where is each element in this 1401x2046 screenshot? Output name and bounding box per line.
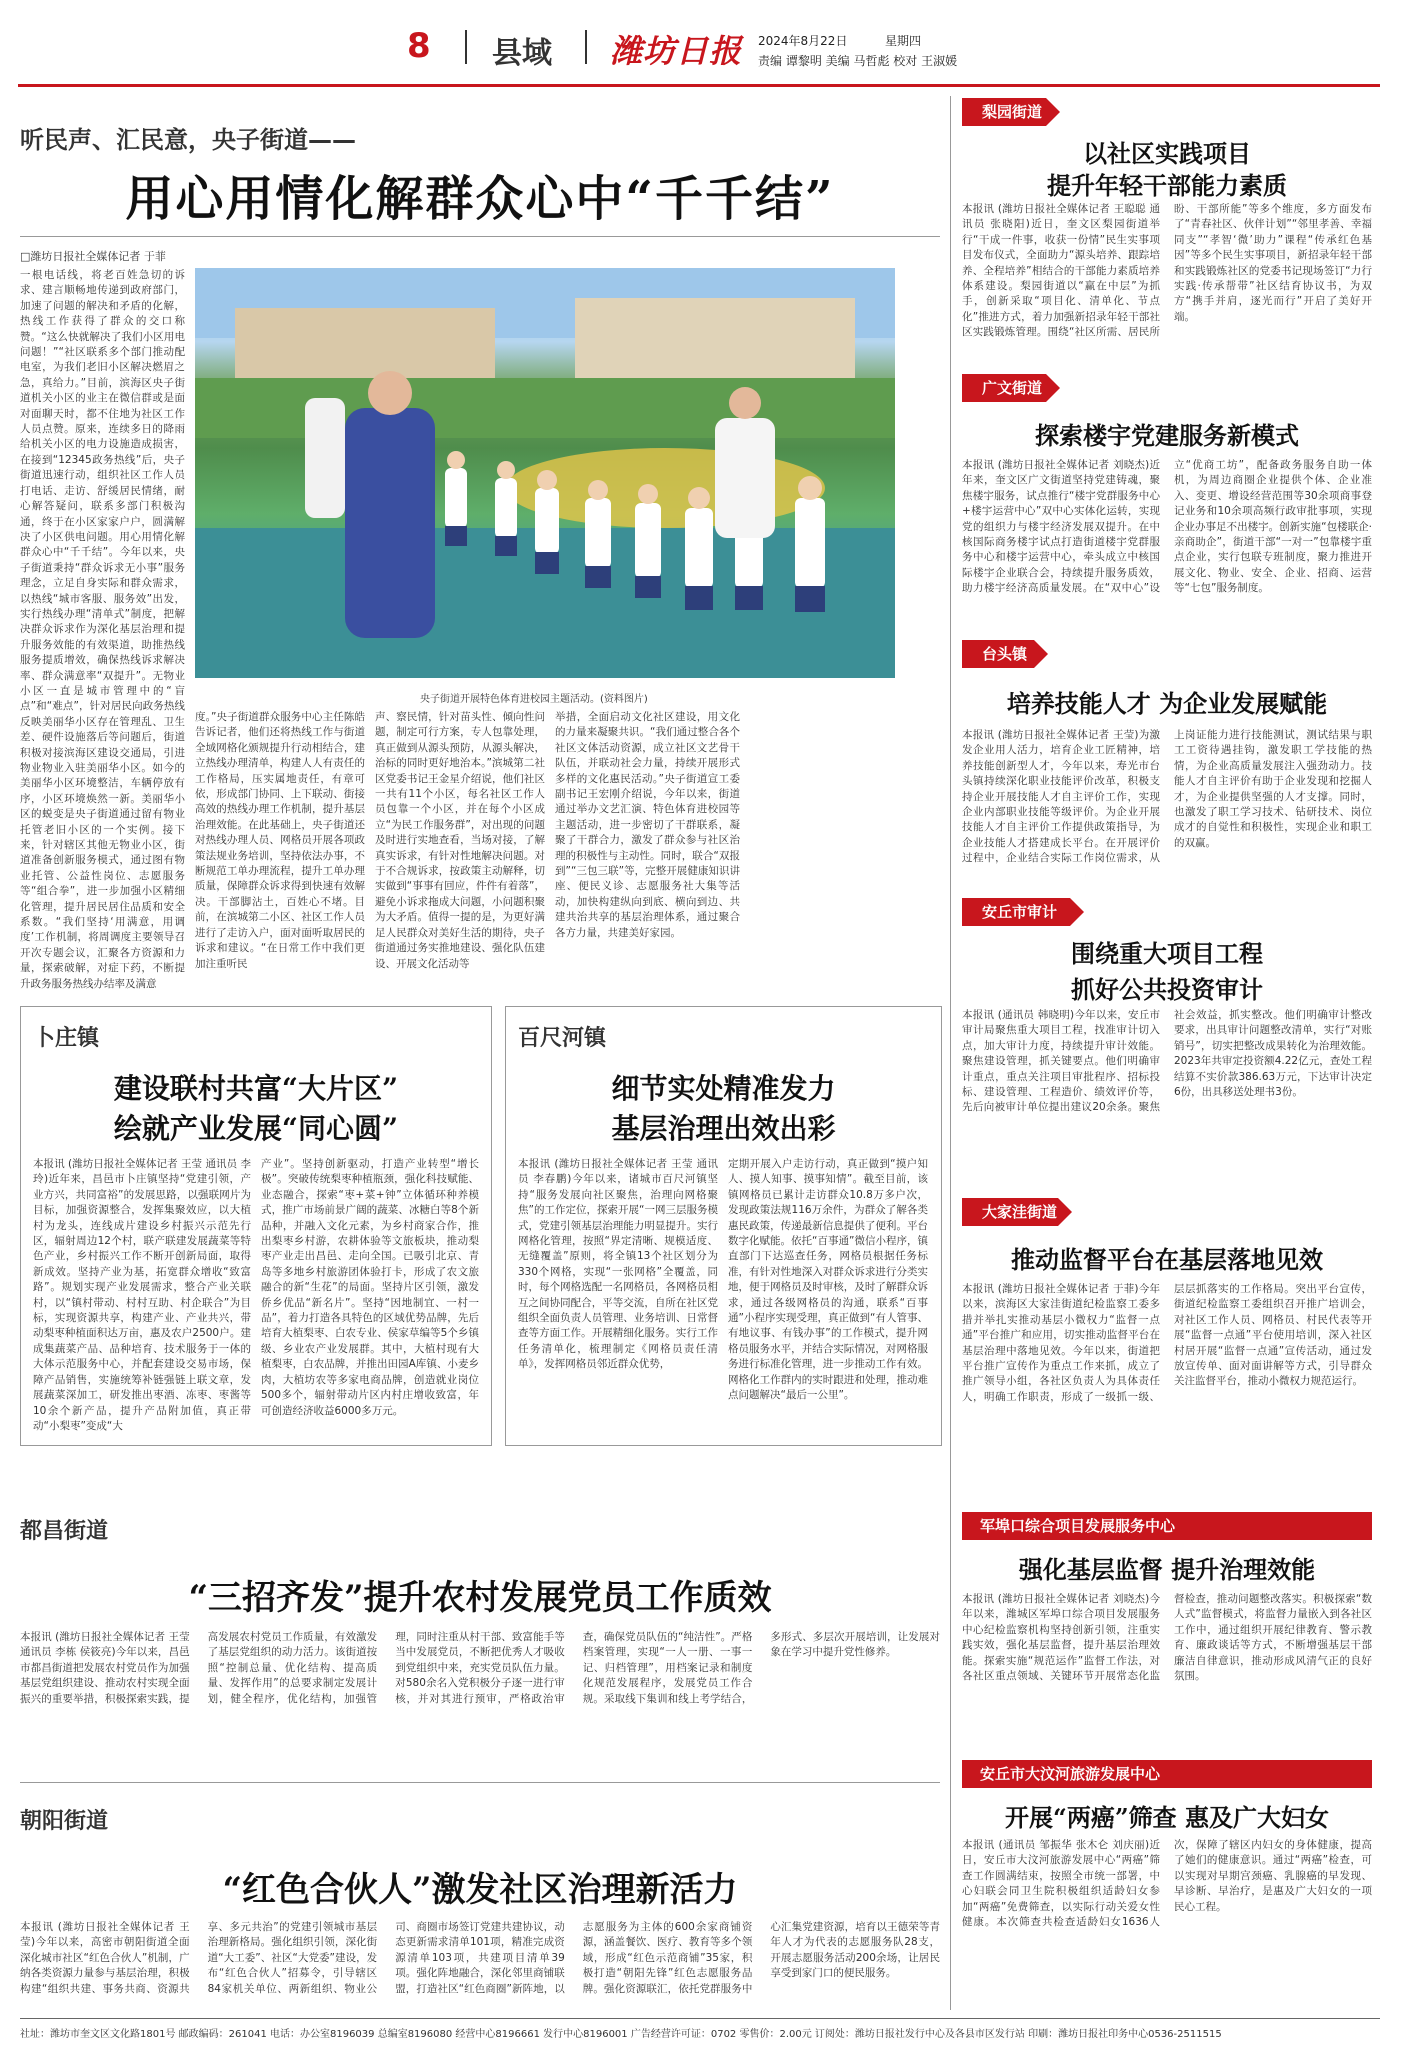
sidebar-text: 本报讯 (潍坊日报社全媒体记者 王莹)为激发企业用人活力，培育企业工匠精神，培养技能创新型人才，今年以来，寿光市台头镇持续深化职业技能评价改革，积极支持企业开展技能人才自主评价工作，实现企业内部职业技能等级评价。为企业开展技能人才自主评价工作提供政策指导，为企业技能人才搭建成长平台。在开展评价过程中，企业结合实际工作岗位需求，从上岗证能力进行技能测试，测试结果与职工工资待遇挂钩，激发职工学技能的热情，为企业高质量发展注入强劲动力。技能人才自主评价有助于企业发现和挖掘人才，为企业提供坚强的人才支撑。同时，也激发了职工学习技术、钻研技术、岗位成才的自觉性和积极性，实现企业和职工的双赢。 bbox=[962, 729, 1372, 865]
sidebar-tag: 梨园街道 bbox=[962, 98, 1046, 126]
issue-weekday: 星期四 bbox=[885, 34, 922, 48]
duchang-text: 本报讯 (潍坊日报社全媒体记者 王莹 通讯员 李栋 侯筱亮)今年以来，昌邑市都昌街道把发展农村党员作为加强基层党组织建设、推动农村实现全面振兴的重要举措，积极探索实践，提高发展农村党员工作质量，有效激发了基层党组织的动力活力。该街道按照“控制总量、优化结构、提高质量、发挥作用”的总要求制定发展计划，健全程序，优化结构，加强管理，同时注重从村干部、致富能手等当中发展党员，不断把优秀人才吸收到党组织中来，充实党员队伍力量。对580余名入党积极分子逐一进行审核，并对其进行预审，严格政治审查，确保党员队伍的“纯洁性”。严格档案管理，实现“一人一册、一事一记、归档管理”，用档案记录和制度化规范发展程序，发展党员工作合规。采取线下集训和线上考学结合，多形式、多层次开展培训，让发展对象在学习中提升党性修养。 bbox=[20, 1631, 940, 1705]
box-label: 卜庄镇 bbox=[33, 1026, 100, 1051]
duchang-headline: “三招齐发”提升农村发展党员工作质效 bbox=[188, 1578, 772, 1618]
sidebar-text: 本报讯 (潍坊日报社全媒体记者 王聪聪 通讯员 张晓阳)近日，奎文区梨园街道举行“干成一件事，收获一份情”民生实事项目发布仪式，全面助力“源头培养、跟踪培养、全程培养”相结合的干部能力素质培养体系建设。梨园街道以“赢在中层”为抓手，创新采取“项目化、清单化、节点化”推进方式，着力加强新招录年轻干部社区实践锻炼管理。围绕“社区所需、居民所盼、干部所能”等多个维度，多方面发布了“青春社区、伙伴计划”“邻里孝善、幸福同支”“孝智‘微’助力”课程“传承红色基因”等多个民生实事项目，新招录年轻干部和实践锻炼社区的党委书记现场签订“力行实践·传承帮带”社区结育协议书，为双方“携手并肩，逐光而行”开启了美好开端。 bbox=[962, 203, 1372, 339]
chaoyang-headline: “红色合伙人”激发社区治理新活力 bbox=[222, 1870, 738, 1910]
lead-col2: 度。”央子街道群众服务中心主任陈皓告诉记者，他们还将热线工作与街道全域网格化颁规提升行动相结合，建立热线办理清单，构建人人有责任的工作格局，压实属地责任，有章可依，形成部门协同、上下联动、街接高效的热线办理工作机制，提升基层治理效能。在此基础上，央子街道还对热线办理人员、网格员开展各项政策法规业务培训，坚持依法办事，不断规范工单办理流程，提升工单办理质量，保障群众诉求得到快速有效解决。干部脚沾土，百姓心不堵。目前，在滨城第二小区、社区工作人员进行了走访入户，面对面听取居民的诉求和建议。“在日常工作中我们更加注重听民 bbox=[195, 711, 365, 970]
sidebar-headline-1: 围绕重大项目工程 bbox=[1071, 939, 1263, 968]
box-col2: 定期开展入户走访行动，真正做到“摸户知人、摸人知事、摸事知情”。截至目前，该镇网格员已累计走访群众10.8万多户次，发现政策法规116万余件，为群众了解各类惠民政策，传递最新信息提供了便利。平台数字化赋能。依托“百事通”微信小程序，镇直部门下达巡查任务，网格员根据任务标准，有针对性地深入对群众诉求进行分类实地，便于网格员及时审核，及时了解群众诉求，通过各级网格员的沟通，联系“百事通”小程序实现受理，真正做到“有人管事、有地议事、有钱办事”的工作模式，提升网格员服务水平，并结合实际情况，对网格服务进行标准化管理，进一步推动工作有效。网格化工作群内的实时跟进和处理，推动难点问题解决“最后一公里”。 bbox=[728, 1158, 928, 1402]
box-headline-1: 建设联村共富“大片区” bbox=[113, 1072, 399, 1105]
lead-byline: □潍坊日报社全媒体记者 于菲 bbox=[20, 250, 166, 263]
sidebar-text: 本报讯 (通讯员 韩晓明)今年以来，安丘市审计局聚焦重大项目工程，找准审计切入点，加大审计力度，持续提升审计效能。聚焦建设管理，抓关键要点。他们明确审计重点，重点关注项目审批程序、招标投标、建设管理、工程造价、绩效评价等，先后向被审计单位提出建议20余条。聚焦社会效益，抓实整改。他们明确审计整改要求，出具审计问题整改清单，实行“对账销号”，切实把整改成果转化为治理效能。2023年共审定投资额4.22亿元，查处工程结算不实价款386.63万元，下达审计决定6份，出具移送处理书3份。 bbox=[962, 1009, 1372, 1114]
sidebar-headline-1: 以社区实践项目 bbox=[1083, 139, 1251, 168]
box-buzhuang bbox=[20, 1006, 492, 1446]
sidebar-text: 本报讯 (潍坊日报社全媒体记者 刘晓杰)今年以来，潍城区军埠口综合项目发展服务中心纪检监察机构坚持创新引领，注重实践实效，强化基层监督，提升基层治理效能。探索实施“规范运作”监督工作法，对各社区重点领域、关键环节开展常态化监督检查，推动问题整改落实。积极探索“数人式”监督模式，将监督力量嵌入到各社区工作中，通过组织开展纪律教育、警示教育、廉政谈话等方式，不断增强基层干部廉洁自律意识，推动形成风清气正的良好氛围。 bbox=[962, 1593, 1372, 1683]
box-headline-1: 细节实处精准发力 bbox=[611, 1072, 836, 1105]
lead-photo-caption: 央子街道开展特色体育进校园主题活动。(资料图片) bbox=[420, 694, 648, 705]
paper-logo: 潍坊日报 bbox=[610, 32, 743, 70]
lead-photo bbox=[195, 268, 895, 678]
lead-headline: 用心用情化解群众心中“千千结” bbox=[125, 171, 835, 227]
masthead bbox=[0, 0, 1401, 82]
sidebar-headline-1: 培养技能人才 为企业发展赋能 bbox=[1006, 689, 1328, 718]
sidebar-headline-1: 强化基层监督 提升治理效能 bbox=[1018, 1555, 1316, 1584]
duchang-chaoyang-rule bbox=[20, 1782, 940, 1783]
lead-kicker: 听民声、汇民意，央子街道—— bbox=[20, 126, 356, 154]
sidebar-tag: 军埠口综合项目发展服务中心 bbox=[962, 1512, 1372, 1540]
box-col2: 产业”。坚持创新驱动，打造产业转型“增长极”。突破传统梨枣种植瓶颈，强化科技赋能、业态融合，探索“枣+菜+钟”立体循环种养模式，推广市场前景广阔的蔬菜、冰糖白等8个新品种，并融入文化元素，为乡村商家合作，推出梨枣乡村游，农耕体验等文旅板块，推动梨枣产业走出昌邑、走向全国。已吸引北京、青岛等多地乡村旅游团体验打卡，形成了农文旅融合的新“生花”的局面。坚持片区引领，激发侨乡优品“新名片”。坚持“因地制宜、一村一品”，着力打造各具特色的区域优势品牌，先后培育大植梨枣、白农专业、侯家草编等5个乡镇级、乡业农产业发展群。其中，大植村现有大植梨枣，白农品牌，并推出田园A库镇、小麦乡肉，大植坊农等多家电商品牌，创造就业岗位500多个，辐射带动片区内村庄增收致富，年可创造经济收益6000多万元。 bbox=[261, 1158, 479, 1417]
sidebar-tag: 大家洼街道 bbox=[962, 1198, 1058, 1226]
sidebar-tag: 安丘市审计局 bbox=[962, 898, 1070, 926]
masthead-divider-1 bbox=[465, 30, 467, 64]
issue-date: 2024年8月22日 bbox=[758, 34, 848, 48]
box-label: 百尺河镇 bbox=[518, 1026, 607, 1051]
page-number: 8 bbox=[407, 26, 431, 66]
lead-photo-illustration bbox=[195, 268, 895, 678]
lead-col1: 一根电话线，将老百姓急切的诉求、建言顺畅地传递到政府部门，加速了问题的解决和矛盾的化解，热线工作获得了群众的交口称赞。“这么快就解决了我们小区用电问题！”“社区联系多个部门推动配电室，为我们老旧小区解决燃眉之急，真给力。”目前，滨海区央子街道机关小区的业主在微信群或是面对面聊天时，都不住地为社区工作人员点赞。原来，连续多日的降雨给机关小区的电力设施造成损害，在接到“12345政务热线”后，央子街道迅速行动，组织社区工作人员打电话、走访、舒缓居民情绪，耐心解答疑问，联系多部门积极沟通，终于在小区家家户户，圆满解决了小区供电问题。用心用情化解群众心中“千千结”。今年以来，央子街道秉持“群众诉求无小事”服务理念，立足自身实际和群众需求，以热线“城市客服、服务效”出发，实行热线办理“清单式”制度，把解决群众诉求作为深化基层治理和提升服务效能的有效渠道，助推热线服务提质增效，确保热线诉求解决率、群众满意率“双提升”。无物业小区一直是城市管理中的“盲点”和“难点”，针对居民向政务热线反映美丽华小区存在管理乱、卫生差、硬件设施落后等问题后，街道积极对接滨海区建设交通局，引进物业物业入驻美丽华小区。如今的美丽华小区环境整洁，车辆停放有序，小区环境焕然一新。美丽华小区的蜕变是央子街道通过留有物业托管老旧小区的一个实例。接下来，针对辖区其他无物业小区，街道准备创新服务模式，通过图有物业托管、公益性岗位、志愿服务等“组合拳”，进一步加强小区精细化管理，提升居民居住品质和安全系数。“我们坚持‘用满意，用调度’工作机制，将周调度主要领导召开次专题会议，汇聚各方资源和力量，探索破解，对症下药，不断提升政务服务热线办结率及满意 bbox=[20, 269, 185, 990]
box-col1: 本报讯 (潍坊日报社全媒体记者 王莹 通讯员 李春鹏)今年以来，诸城市百尺河镇坚持“服务发展向社区聚焦，治理向网格聚焦”的工作定位，探索开展“一网三层服务模式，党建引领基层治理能力明显提升。实行网格化管理，按照“界定清晰、规模适度、无缝覆盖”原则，将全镇13个社区划分为330个网格，实现“一张网格”全覆盖，同时，每个网格选配一名网格员，各网格员相互之间协同配合，平等交流，自所在社区党组织全面负责人员管理、业务培训、日常督查等方面工作。开展精细化服务。实行工作任务清单化，梳理制定《网格员责任清单》，发挥网格员邻近群众优势， bbox=[518, 1158, 718, 1371]
sidebar-tag: 台头镇 bbox=[962, 640, 1034, 668]
sidebar-headline-2: 提升年轻干部能力素质 bbox=[1047, 171, 1287, 200]
editors-line: 责编 谭黎明 美编 马哲彪 校对 王淑媛 bbox=[758, 54, 958, 68]
box-headline-2: 绘就产业发展“同心圆” bbox=[113, 1112, 399, 1145]
sidebar-separator bbox=[950, 96, 951, 2010]
section-name: 县域 bbox=[492, 36, 552, 71]
box-col1: 本报讯 (潍坊日报社全媒体记者 王莹 通讯员 李玲)近年来，昌邑市卜庄镇坚持“党建引领，产业方兴，共同富裕”的发展思路，以强联网片为目标，加强资源整合，发挥集聚效应，以大植村为龙头，连线成片建设乡村振兴示范先行区，辐射周边12个村，联产联建发展蔬菜等特色产业，乡村振兴工作不断开创新局面，取得新成效。坚持产业为基，拓宽群众增收“致富路”。规划实现产业发展需求，整合产业关联村，以“镇村带动、村村互助、村企联合”为目标，实现资源共享，构建产业、产业共兴，带动梨枣种植面积达万亩，惠及农户2500户。建成集蔬菜产品、品种培育、技术服务于一体的大体示范服务中心，并配套建设交易市场，保障产品销售，实施统筹补链强链上联文章，发展蔬菜深加工，研发推出枣酒、冻枣、枣酱等10余个新产品，提升产品附加值，真正带动“小梨枣”变成“大 bbox=[33, 1158, 251, 1432]
sidebar-headline-1: 开展“两癌”筛查 惠及广大妇女 bbox=[1005, 1803, 1329, 1832]
chaoyang-text: 本报讯 (潍坊日报社全媒体记者 王莹)今年以来，高密市朝阳街道全面深化城市社区“红色合伙人”机制，广纳各类资源力量参与基层治理，积极构建“组织共建、事务共商、资源共享、多元共治”的党建引领城市基层治理新格局。强化组织引领，深化街道“大工委”、社区“大党委”建设，发布“红色合伙人”招募令，引导辖区84家机关单位、两新组织、物业公司、商圈市场签订党建共建协议，动态更新需求清单101项，精准完成资源清单103项，共建项目清单39项。强化阵地融合，深化邻里商铺联盟，打造社区“红色商圈”新阵地，以志愿服务为主体的600余家商铺资源，涵盖餐饮、医疗、教育等多个领域，形成“红色示范商铺”35家，积极打造“朝阳先锋”红色志愿服务品牌。强化资源联汇，依托党群服务中心汇集党建资源，培育以王德荣等青年人才为代表的志愿服务队28支，开展志愿服务活动200余场，让居民享受到家门口的便民服务。 bbox=[20, 1921, 940, 1995]
duchang-label: 都昌街道 bbox=[20, 1519, 109, 1544]
lead-col3: 声、察民情，针对苗头性、倾向性问题，制定可行方案，专人包靠处理，真正做到从源头预防，从源头解决，治标的同时更好地治本。”滨城第二社区党委书记王金星介绍说，他们社区一共有11个小区，每名社区工作人员包靠一个小区，并在每个小区成立“为民工作服务群”，对出现的问题及时进行实地查看，当场对接，了解真实诉求，有针对性地解决问题。对于不合规诉求，按政策主动解释，切实做到“事事有回应，件件有着落”，避免小诉求拖成大问题，小问题积聚为大矛盾。值得一提的是，为更好满足人民群众对美好生活的期待，央子街道通过务实推地建设、强化队伍建设、开展文化活动等 bbox=[375, 711, 545, 970]
box-baichihe bbox=[505, 1006, 942, 1446]
sidebar-headline-2: 抓好公共投资审计 bbox=[1071, 975, 1263, 1004]
masthead-rule bbox=[18, 84, 1380, 87]
sidebar-text: 本报讯 (潍坊日报社全媒体记者 于菲)今年以来，滨海区大家洼街道纪检监察工委多措并举扎实推动基层小微权力“监督一点通”平台推广和应用，切实推动监督平台在基层治理中落地见效。今年以来，街道把平台推广宣传作为重点工作来抓，成立了推广领导小组，各社区负责人为具体责任人，明确工作职责，形成了一级抓一级、层层抓落实的工作格局。突出平台宣传，街道纪检监察工委组织召开推广培训会，对社区工作人员、网格员、村民代表等开展“监督一点通”平台使用培训，深入社区村居开展“监督一点通”宣传活动，通过发放宣传单、面对面讲解等方式，引导群众关注监督平台，推动小微权力规范运行。 bbox=[962, 1283, 1372, 1403]
sidebar-headline-1: 推动监督平台在基层落地见效 bbox=[1011, 1245, 1323, 1274]
chaoyang-label: 朝阳街道 bbox=[20, 1809, 109, 1834]
box-headline-2: 基层治理出效出彩 bbox=[611, 1112, 836, 1145]
masthead-divider-2 bbox=[585, 30, 587, 64]
lead-headline-rule bbox=[20, 236, 940, 237]
sidebar-tag: 广文街道 bbox=[962, 374, 1046, 402]
sidebar-text: 本报讯 (通讯员 邹振华 张木仑 刘庆丽)近日，安丘市大汶河旅游发展中心“两癌”筛查工作圆满结束，按照全市统一部署，中心妇联会同卫生院积极组织适龄妇女参加“两癌”免费筛查，以实际行动关爱女性健康。本次筛查共检查适龄妇女1636人次，保障了辖区内妇女的身体健康，提高了她们的健康意识。通过“两癌”检查，可以实现对早期宫颈癌、乳腺癌的早发现、早诊断、早治疗，是惠及广大妇女的一项民心工程。 bbox=[962, 1839, 1372, 1929]
footer-imprint: 社址：潍坊市奎文区文化路1801号 邮政编码：261041 电话：办公室8196039 总编室8196080 经营中心8196661 发行中心8196001 广告经营许可证：0702 零售价：2.00元 订阅处：潍坊日报社发行中心及各县市区发行站 印刷：潍坊日报社印务中心0536-2511515 bbox=[20, 2018, 1380, 2040]
sidebar-headline-1: 探索楼宇党建服务新模式 bbox=[1035, 421, 1299, 450]
sidebar-text: 本报讯 (潍坊日报社全媒体记者 刘晓杰)近年来，奎文区广文街道坚持党建铸魂，聚焦楼宇服务，试点推行“楼宇党群服务中心+楼宇运营中心”双中心实体化运转，实现党的组织力与楼宇经济发展双提升。在中核国际商务楼宇试点打造街道楼宇党群服务中心和楼宇运营中心，牵头成立中核国际楼宇企业联合会，持续提升服务质效，助力楼宇经济高质量发展。在“双中心”设立“优商工坊”，配备政务服务自助一体机，为周边商圈企业提供个体、企业准入、变更、增设经营范围等30余项商事登记业务和10余项高频行政审批事项，实现企业办事足不出楼宇。创新实施“包楼联企·亲商助企”，街道干部“一对一”包靠楼宇重点企业，实行包联专班制度，聚力推进开展文化、物业、安全、企业、招商、运营等“七包”服务制度。 bbox=[962, 459, 1372, 595]
sidebar-tag: 安丘市大汶河旅游发展中心 bbox=[962, 1760, 1372, 1788]
lead-col4: 举措，全面启动文化社区建设，用文化的力量来凝聚共识。“我们通过整合各个社区文体活动资源，成立社区文艺骨干队伍，并联动社会力量，持续开展形式多样的文化惠民活动。”央子街道宣工委副书记王宏刚介绍说，今年以来，街道通过举办文艺汇演、特色体育进校园等主题活动，进一步密切了干群联系，凝聚了干群合力，激发了群众参与社区治理的积极性与主动性。同时，联合“双报到”“三包三联”等，完整开展健康知识讲座、便民义诊、志愿服务社大集等活动，加快构建纵向到底、横向到边、共建共治共享的基层治理体系，通过聚合各方力量，共建美好家园。 bbox=[555, 711, 740, 939]
